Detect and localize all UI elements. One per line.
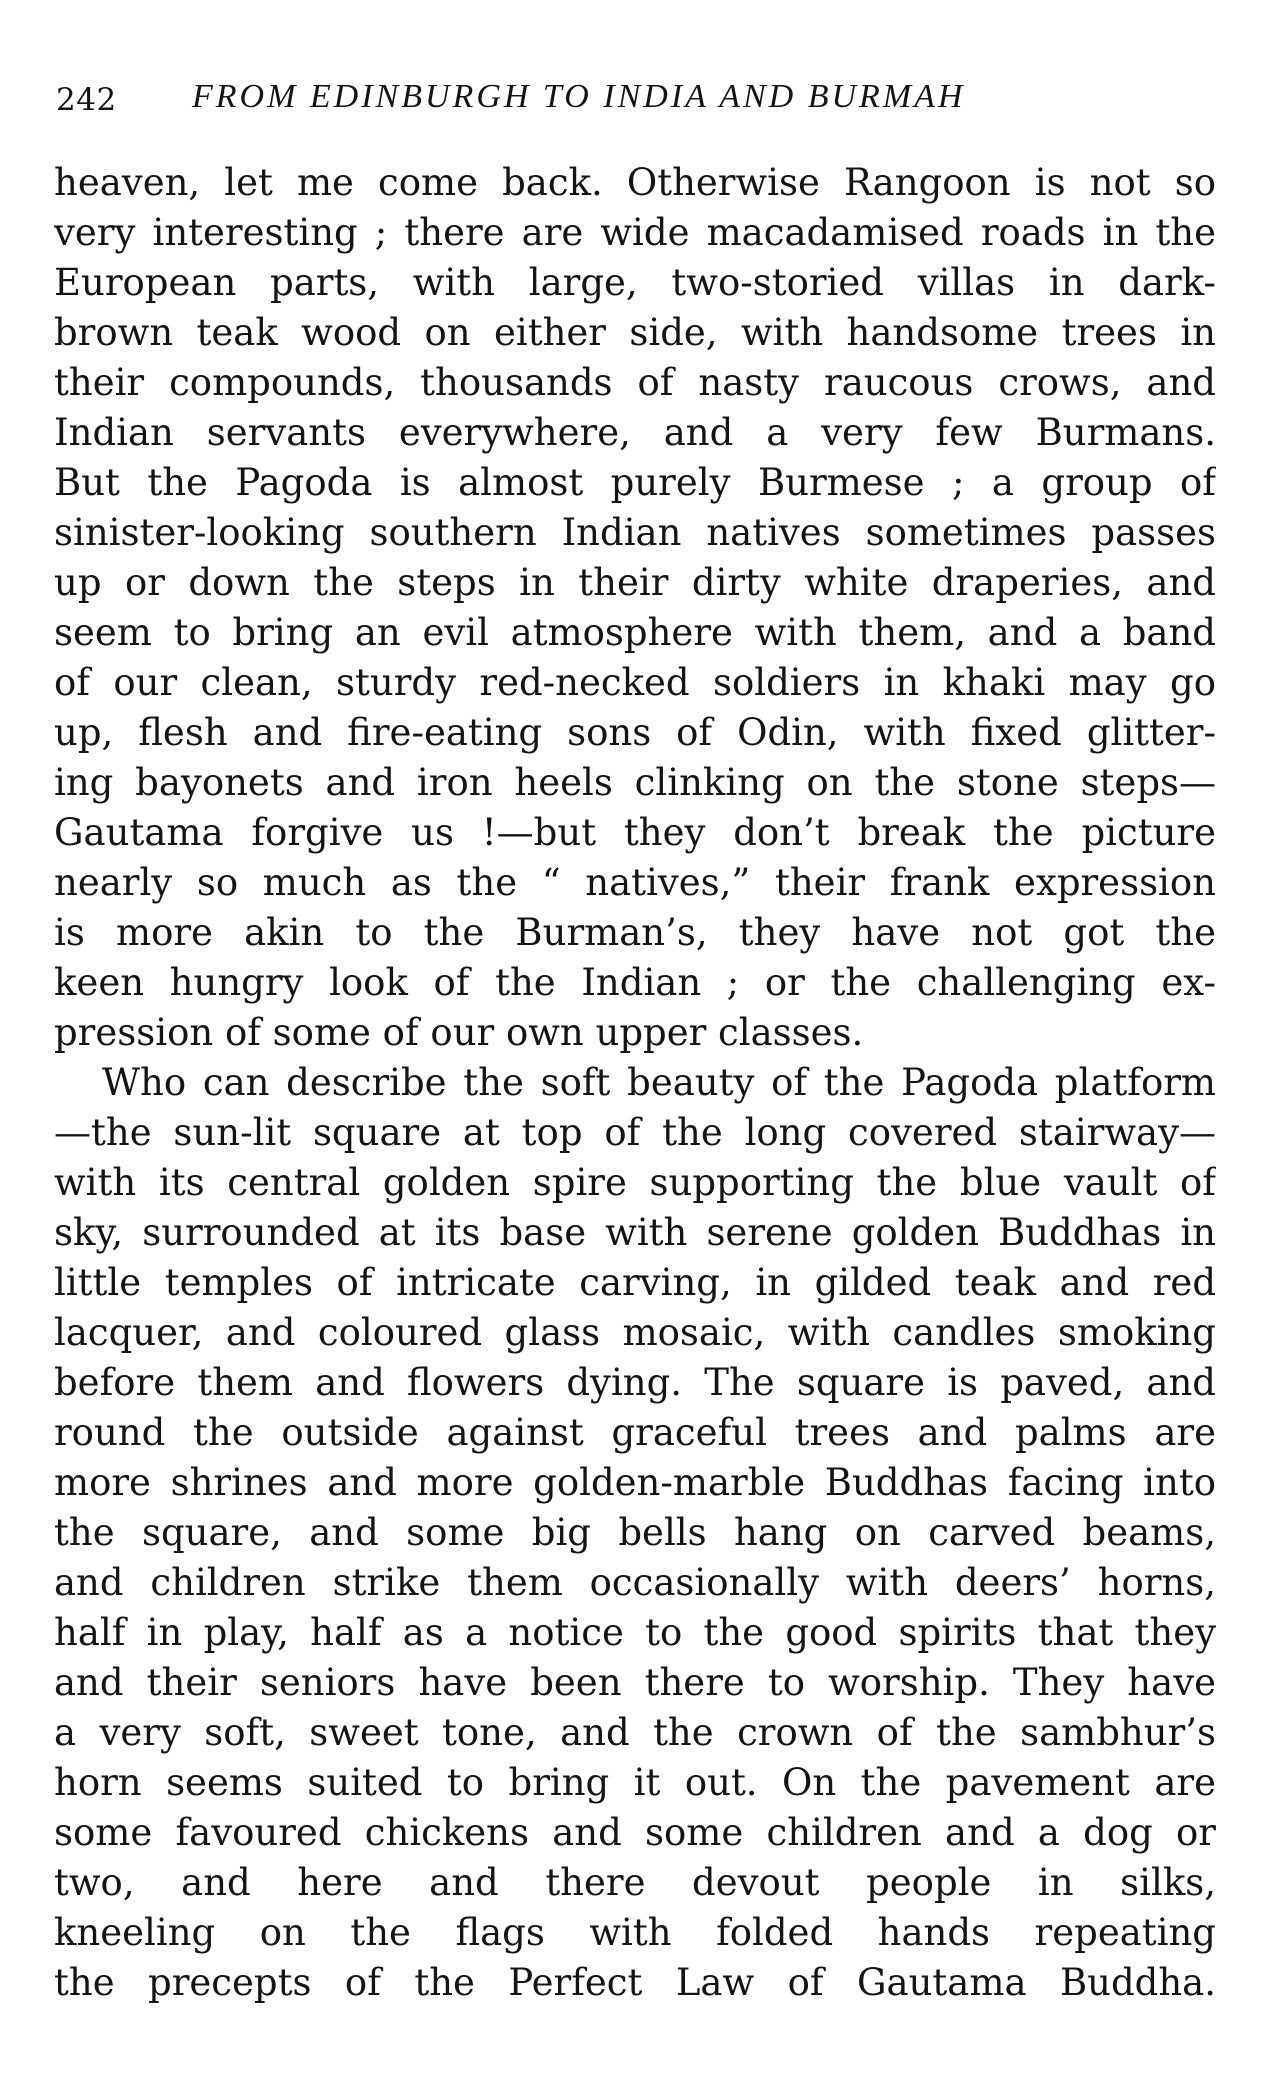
text-line: up or down the steps in their dirty white draperies, and bbox=[54, 561, 1216, 604]
text-line: keen hungry look of the Indian ; or the challenging ex- bbox=[54, 961, 1216, 1004]
text-line: Indian servants everywhere, and a very few Burmans. bbox=[54, 411, 1216, 454]
text-line: heaven, let me come back. Otherwise Rangoon is not so bbox=[54, 161, 1216, 204]
text-line: brown teak wood on either side, with handsome trees in bbox=[54, 311, 1216, 354]
paragraph-1 bbox=[54, 158, 1216, 1058]
text-line: seem to bring an evil atmosphere with them, and a band bbox=[54, 611, 1216, 654]
text-line: the square, and some big bells hang on carved beams, bbox=[54, 1511, 1216, 1554]
text-line: horn seems suited to bring it out. On the pavement are bbox=[54, 1761, 1216, 1804]
paragraph-2 bbox=[54, 1058, 1216, 2008]
text-line: little temples of intricate carving, in gilded teak and red bbox=[54, 1261, 1216, 1304]
text-line: more shrines and more golden-marble Buddhas facing into bbox=[54, 1461, 1216, 1504]
text-line: But the Pagoda is almost purely Burmese ; a group of bbox=[54, 461, 1216, 504]
text-line: Gautama forgive us !—but they don’t break the picture bbox=[54, 811, 1216, 854]
body-text bbox=[54, 158, 1216, 2008]
text-line: the precepts of the Perfect Law of Gautama Buddha. bbox=[54, 1961, 1216, 2004]
text-line: is more akin to the Burman’s, they have not got the bbox=[54, 911, 1216, 954]
text-line: some favoured chickens and some children and a dog or bbox=[54, 1811, 1216, 1854]
text-line: half in play, half as a notice to the good spirits that they bbox=[54, 1611, 1216, 1654]
page-number: 242 bbox=[56, 82, 117, 118]
text-line: of our clean, sturdy red-necked soldiers in khaki may go bbox=[54, 661, 1216, 704]
text-line: nearly so much as the “ natives,” their frank expression bbox=[54, 861, 1216, 904]
text-line: and their seniors have been there to worship. They have bbox=[54, 1661, 1216, 1704]
text-line: sky, surrounded at its base with serene golden Buddhas in bbox=[54, 1211, 1216, 1254]
text-line: lacquer, and coloured glass mosaic, with candles smoking bbox=[54, 1311, 1216, 1354]
running-head bbox=[0, 78, 1276, 118]
text-line: European parts, with large, two-storied villas in dark- bbox=[54, 261, 1216, 304]
text-line: with its central golden spire supporting the blue vault of bbox=[54, 1161, 1216, 1204]
text-line: up, flesh and fire-eating sons of Odin, with fixed glitter- bbox=[54, 711, 1216, 754]
text-line: sinister-looking southern Indian natives sometimes passes bbox=[54, 511, 1216, 554]
text-line: kneeling on the flags with folded hands repeating bbox=[54, 1911, 1216, 1954]
text-line: before them and flowers dying. The square is paved, and bbox=[54, 1361, 1216, 1404]
running-title: FROM EDINBURGH TO INDIA AND BURMAH bbox=[192, 78, 966, 115]
text-line: their compounds, thousands of nasty raucous crows, and bbox=[54, 361, 1216, 404]
text-line: and children strike them occasionally with deers’ horns, bbox=[54, 1561, 1216, 1604]
text-line: round the outside against graceful trees and palms are bbox=[54, 1411, 1216, 1454]
text-line: very interesting ; there are wide macadamised roads in the bbox=[54, 211, 1216, 254]
text-line: ing bayonets and iron heels clinking on the stone steps— bbox=[54, 761, 1216, 804]
text-line: two, and here and there devout people in silks, bbox=[54, 1861, 1216, 1904]
text-line: Who can describe the soft beauty of the Pagoda platform bbox=[102, 1061, 1216, 1104]
text-line: —the sun-lit square at top of the long covered stairway— bbox=[54, 1111, 1216, 1154]
text-line: a very soft, sweet tone, and the crown of the sambhur’s bbox=[54, 1711, 1216, 1754]
text-line: pression of some of our own upper classes. bbox=[54, 1011, 864, 1054]
